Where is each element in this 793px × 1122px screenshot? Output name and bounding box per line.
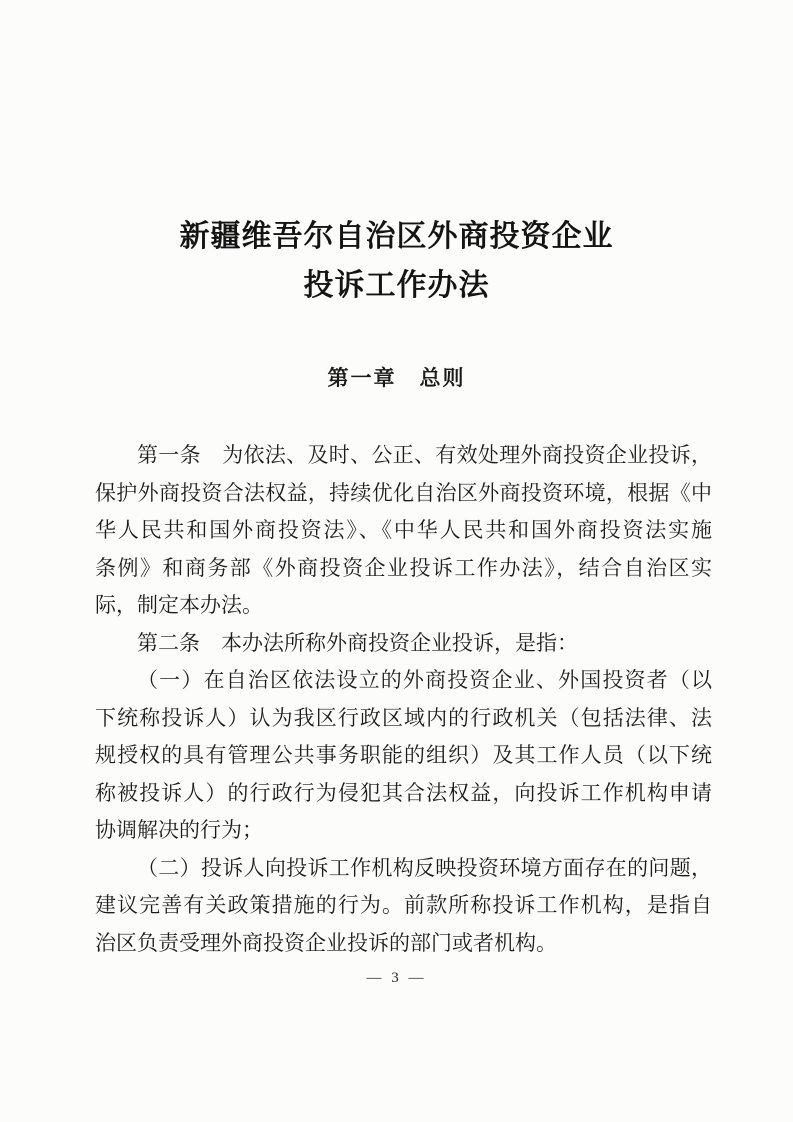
body-line-13: 建议完善有关政策措施的行为。前款所称投诉工作机构，是指自 bbox=[95, 893, 712, 917]
document-title-line-1: 新疆维吾尔自治区外商投资企业 bbox=[179, 220, 614, 253]
body-line-7: （一）在自治区依法设立的外商投资企业、外国投资者（以 bbox=[137, 668, 712, 692]
body-line-5: 际，制定本办法。 bbox=[95, 593, 263, 617]
body-line-10: 称被投诉人）的行政行为侵犯其合法权益，向投诉工作机构申请 bbox=[95, 780, 712, 805]
body-line-9: 规授权的具有管理公共事务职能的组织）及其工作人员（以下统 bbox=[95, 743, 712, 767]
body-line-1: 第一条 为依法、及时、公正、有效处理外商投资企业投诉， bbox=[137, 443, 712, 467]
body-line-12: （二）投诉人向投诉工作机构反映投资环境方面存在的问题， bbox=[137, 855, 712, 880]
document-title-line-2: 投诉工作办法 bbox=[303, 269, 490, 302]
body-line-4: 条例》和商务部《外商投资企业投诉工作办法》，结合自治区实 bbox=[95, 555, 712, 580]
body-line-11: 协调解决的行为； bbox=[95, 818, 263, 842]
document-body bbox=[95, 437, 712, 962]
body-line-14: 治区负责受理外商投资企业投诉的部门或者机构。 bbox=[95, 930, 557, 955]
page-number: — 3 — bbox=[366, 970, 427, 986]
body-line-3: 华人民共和国外商投资法》、《中华人民共和国外商投资法实施 bbox=[95, 518, 712, 542]
body-line-6: 第二条 本办法所称外商投资企业投诉，是指： bbox=[137, 630, 578, 655]
chapter-heading: 第一章 总则 bbox=[327, 366, 466, 390]
body-line-8: 下统称投诉人）认为我区行政区域内的行政机关（包括法律、法 bbox=[95, 705, 712, 730]
body-line-2: 保护外商投资合法权益，持续优化自治区外商投资环境，根据《中 bbox=[95, 480, 712, 505]
document-title bbox=[0, 212, 793, 310]
